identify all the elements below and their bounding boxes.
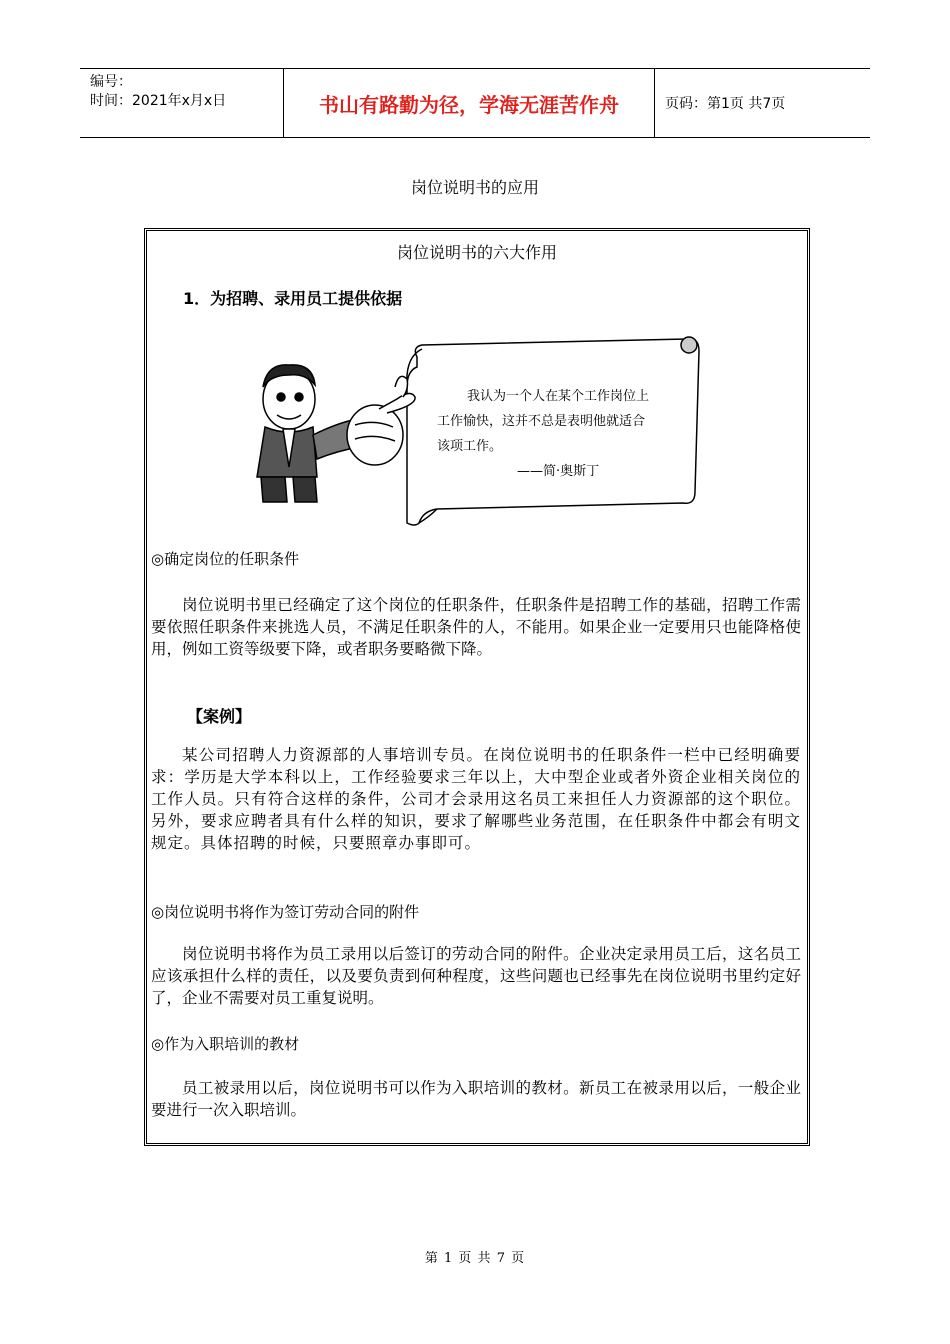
quote-line-3: 该项工作。: [437, 439, 503, 454]
header-left-cell: [80, 69, 283, 137]
bullet-heading-1: ◎确定岗位的任职条件: [151, 550, 300, 568]
quote-author: ——简·奥斯丁: [517, 464, 600, 479]
cartoon-man-icon: [257, 365, 415, 502]
time-label: 时间：2021年x月x日: [90, 93, 227, 109]
bullet-heading-3: ◎作为入职培训的教材: [151, 1035, 300, 1053]
paragraph-2: 岗位说明书将作为员工录用以后签订的劳动合同的附件。企业决定录用员工后，这名员工应该承担什么样的责任，以及要负责到何种程度，这些问题也已经事先在岗位说明书里约定好了，企业不需要对员工重复说明。: [151, 945, 801, 1007]
box-title: 岗位说明书的六大作用: [396, 243, 557, 262]
case-paragraph: 某公司招聘人力资源部的人事培训专员。在岗位说明书的任职条件一栏中已经明确要求：学历是大学本科以上，工作经验要求三年以上，大中型企业或者外资企业相关岗位的工作人员。只有符合这样的条件，公司才会录用这名员工来担任人力资源部的这个职位。另外，要求应聘者具有什么样的知识，要求了解哪些业务范围，在任职条件中都会有明文规定。具体招聘的时候，只要照章办事即可。: [151, 746, 801, 852]
paragraph-1: 岗位说明书里已经确定了这个岗位的任职条件，任职条件是招聘工作的基础，招聘工作需要依照任职条件来挑选人员，不满足任职条件的人，不能用。如果企业一定要用只也能降格使用，例如工资等级要下降，或者职务要略微下降。: [151, 596, 801, 658]
section-heading: 1．为招聘、录用员工提供依据: [183, 289, 403, 308]
number-label: 编号：: [90, 74, 132, 90]
paragraph-3: 员工被录用以后，岗位说明书可以作为入职培训的教材。新员工在被录用以后，一般企业要进行一次入职培训。: [151, 1079, 801, 1119]
header-page-label: 页码：第1页 共7页: [665, 96, 786, 112]
page-header: [80, 68, 870, 138]
bullet-heading-2: ◎岗位说明书将作为签订劳动合同的附件: [151, 903, 420, 921]
page-footer: 第 1 页 共 7 页: [424, 1251, 526, 1266]
document-title: 岗位说明书的应用: [410, 178, 539, 197]
quote-line-1: 我认为一个人在某个工作岗位上: [467, 389, 650, 404]
quote-line-2: 工作愉快，这并不总是表明他就适合: [437, 414, 646, 429]
header-motto: 书山有路勤为径，学海无涯苦作舟: [283, 69, 655, 137]
quote-text: [437, 384, 677, 484]
content-box: [144, 228, 810, 1146]
case-heading: 【案例】: [187, 707, 252, 726]
